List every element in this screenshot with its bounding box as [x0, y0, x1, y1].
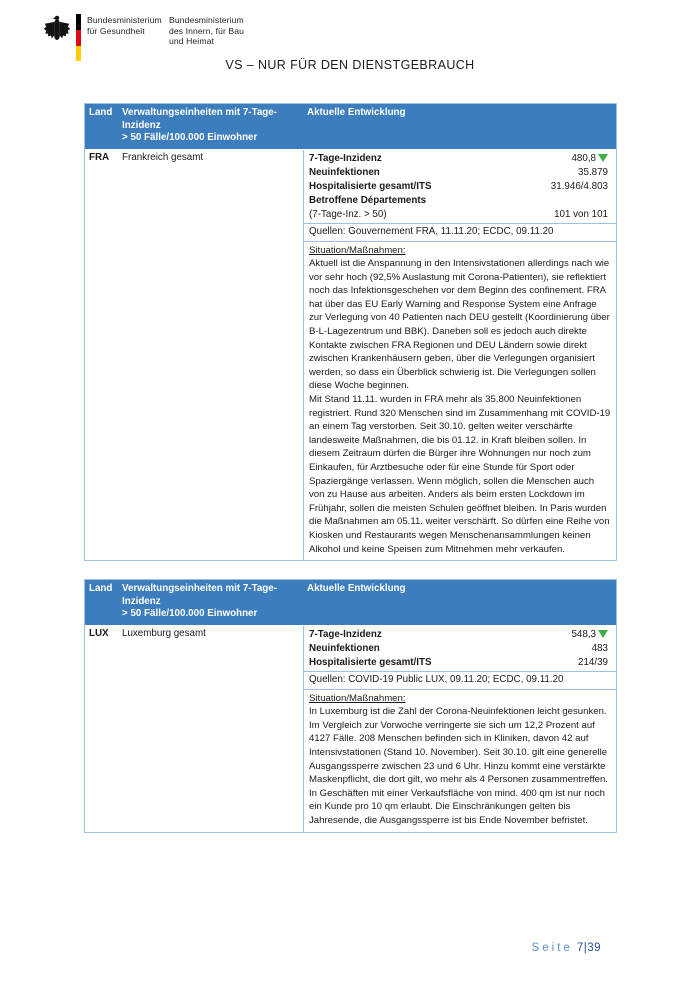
country-table-fra — [84, 103, 617, 561]
ministry-interior-line3: und Heimat — [169, 36, 214, 46]
table-body-row — [85, 625, 616, 832]
classification-banner: VS – NUR FÜR DEN DIENSTGEBRAUCH — [225, 58, 475, 72]
stat-label: Neuinfektionen — [309, 166, 380, 178]
ministry-health-line2: für Gesundheit — [87, 25, 145, 36]
stat-value: 31.946/4.803 — [550, 180, 608, 192]
ministry-interior-line2: des Innern, für Bau — [169, 25, 244, 36]
stat-value: 548,3 — [571, 628, 608, 642]
column-header-admin-units: Verwaltungseinheiten mit 7-Tage-Inzidenz > 50 Fälle/100.000 Einwohner — [122, 107, 277, 143]
stat-value: 214/39 — [578, 656, 608, 668]
page-number: 7|39 — [576, 942, 601, 954]
ministry-health-name — [87, 15, 162, 36]
trend-down-icon — [598, 154, 608, 162]
country-region: Luxemburg gesamt — [122, 627, 206, 639]
sources-line: Quellen: Gouvernement FRA, 11.11.20; ECDC, 09.11.20 — [304, 223, 616, 241]
trend-down-icon — [598, 630, 608, 638]
development-cell — [303, 626, 616, 832]
stat-label: Hospitalisierte gesamt/ITS — [309, 180, 432, 192]
stat-row-incidence — [304, 628, 616, 642]
table-header-row — [85, 580, 616, 625]
stat-label: Neuinfektionen — [309, 642, 380, 654]
situation-paragraph: Aktuell ist die Anspannung in den Intensivstationen allerdings nach wie vor sehr hoch (92,5% Auslastung mit Corona-Patienten), sie reflektiert noch das Infektionsgeschehen vor dem Beginn des confinement. FRA hat über das EU Early Warning and Response System eine Anfrage zur Verlegung von 40 Patienten nach DEU gestellt (Koordinierung über B-L-Lagezentrum und BBK). Daneben soll es jedoch auch direkte Kontakte zwischen FRA Regionen und DEU Ländern sowie direkt zwischen Krankenhäusern geben, über die Verlegungen organisiert werden, so dass ein Überblick schwierig ist. Die Verlegungen sollen diese Woche beginnen. — [309, 258, 610, 392]
stat-value: 35.879 — [578, 166, 608, 178]
stat-row-new-infections — [304, 642, 616, 656]
table-body-row — [85, 149, 616, 561]
country-region: Frankreich gesamt — [122, 151, 204, 163]
footer-label: Seite — [531, 942, 573, 954]
development-cell — [303, 150, 616, 561]
german-flag-bar — [76, 14, 81, 61]
flag-red-segment — [76, 30, 81, 46]
stat-label: Betroffene Départements — [309, 194, 427, 206]
situation-block — [304, 689, 616, 832]
ministry-interior-name — [169, 15, 244, 47]
column-header-development: Aktuelle Entwicklung — [307, 107, 406, 118]
column-header-land: Land — [89, 107, 113, 118]
stat-label: Hospitalisierte gesamt/ITS — [309, 656, 432, 668]
ministry-health-line1: Bundesministerium — [87, 15, 162, 25]
stat-row-hospitalized — [304, 180, 616, 194]
column-header-land: Land — [89, 583, 113, 595]
stat-row-departments-threshold — [304, 208, 616, 222]
situation-block — [304, 241, 616, 561]
stat-value: 480,8 — [571, 152, 608, 166]
federal-eagle-icon — [42, 13, 72, 42]
stat-value: 483 — [591, 642, 608, 654]
country-table-lux — [84, 579, 617, 832]
stat-value: 101 von 101 — [554, 208, 608, 220]
report-content — [84, 103, 617, 833]
stats-block — [304, 150, 616, 223]
stat-row-new-infections — [304, 166, 616, 180]
ministry-interior-line1: Bundesministerium — [169, 15, 244, 25]
stat-row-departments — [304, 194, 616, 208]
table-header-row — [85, 104, 616, 149]
stats-block — [304, 626, 616, 671]
situation-heading: Situation/Maßnahmen: — [309, 244, 406, 256]
stat-row-incidence — [304, 152, 616, 166]
sources-line: Quellen: COVID-19 Public LUX, 09.11.20; ECDC, 09.11.20 — [304, 671, 616, 689]
stat-label: (7-Tage-Inz. > 50) — [309, 208, 387, 220]
situation-paragraph: In Luxemburg ist die Zahl der Corona-Neuinfektionen leicht gesunken. Im Vergleich zur Vorwoche verringerte sie sich um 12,2 Prozent auf 4127 Fälle. 208 Menschen befinden sich in Kliniken, davon 42 auf Intensivstationen (Stand 10. November). Seit 30.10. gilt eine generelle Ausgangssperre zwischen 23 und 6 Uhr. Hinzu kommt eine verstärkte Maskenpflicht, die dort gilt, wo mehr als 4 Personen zusammentreffen. In Geschäften mit einer Verkaufsfläche von mind. 400 qm ist nur noch ein Kunde pro 10 qm erlaubt. Die Einschränkungen gelten bis Jahresende, die Ausgangssperre ist bis Ende November befristet. — [309, 706, 608, 826]
stat-row-hospitalized — [304, 656, 616, 670]
situation-heading: Situation/Maßnahmen: — [309, 692, 406, 704]
column-header-development: Aktuelle Entwicklung — [307, 583, 406, 595]
column-header-admin-units: Verwaltungseinheiten mit 7-Tage-Inzidenz > 50 Fälle/100.000 Einwohner — [122, 583, 277, 620]
stat-label: 7-Tage-Inzidenz — [309, 628, 382, 640]
flag-black-segment — [76, 14, 81, 30]
country-code: LUX — [89, 627, 109, 639]
country-code: FRA — [89, 151, 110, 163]
situation-paragraph: Mit Stand 11.11. wurden in FRA mehr als 35.800 Neuinfektionen registriert. Rund 320 Menschen sind im Zusammenhang mit COVID-19 an einem Tag verstorben. Seit 30.10. gelten weiter verschärfte landesweite Maßnahmen, die bis 01.12. in Kraft bleiben sollen. In diesem Zeitraum dürfen die Bürger ihre Wohnungen nur noch zum Einkaufen, für Arztbesuche oder für eine Stunde für Sport oder Spaziergänge verlassen. Wenn möglich, sollen die Menschen auch von zu Hause aus arbeiten. Anders als beim ersten Lockdown im Frühjahr, sollen die meisten Schulen geöffnet bleiben. In Paris wurden die Maßnahmen am 05.11. weiter verschärft. So dürfen eine Reihe von Kiosken und Restaurants wegen Menschenansammlungen keinen Alkohol und keine Speisen zum Mitnehmen mehr verkaufen. — [309, 394, 611, 555]
page-footer — [532, 942, 601, 954]
stat-label: 7-Tage-Inzidenz — [309, 152, 382, 164]
